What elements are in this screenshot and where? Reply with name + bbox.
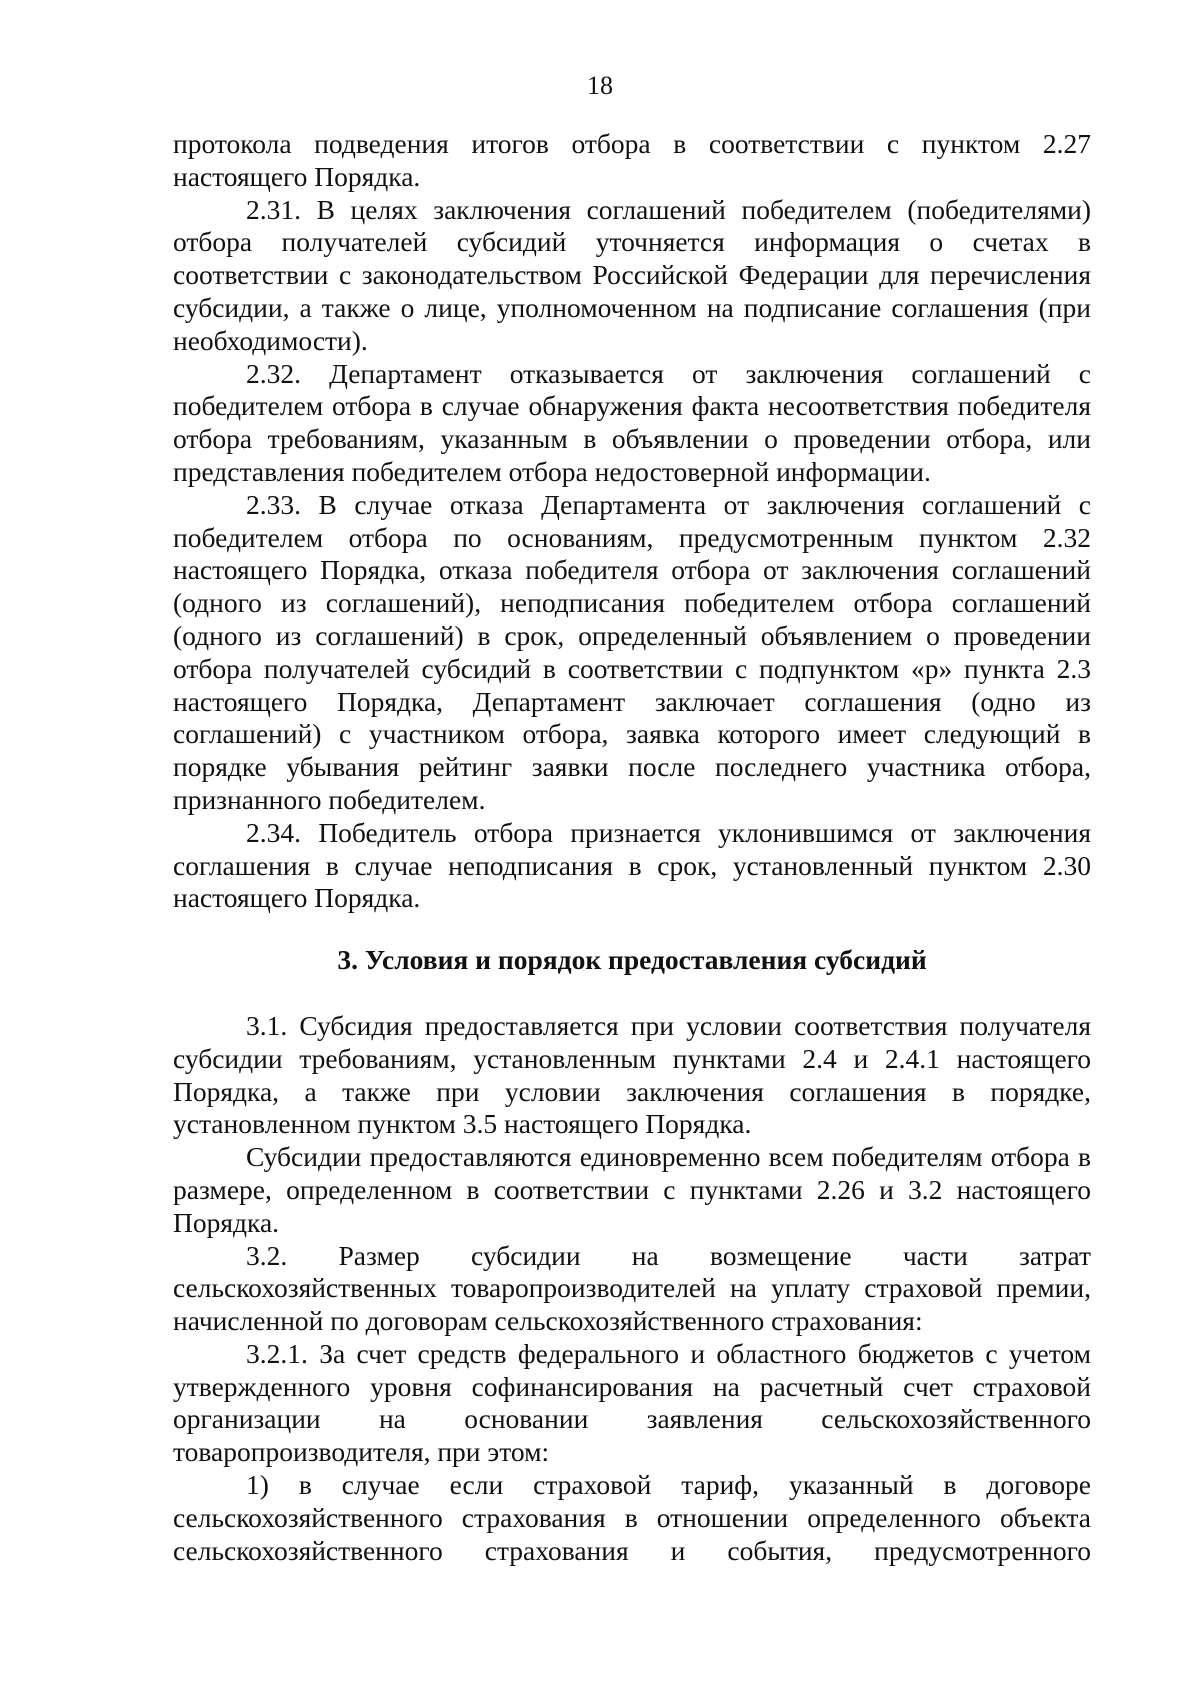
paragraphs-before-heading <box>173 128 1091 915</box>
page-number: 18 <box>587 71 613 100</box>
paragraph-3-2-1: 3.2.1. За счет средств федерального и областного бюджетов с учетом утвержденного уровня софинансирования на расчетный счет страховой организации на основании заявления сельскохозяйственного товаропроизводителя, при этом: <box>173 1337 1091 1468</box>
paragraph-3-1-second: Субсидии предоставляются единовременно всем победителям отбора в размере, определенном в соответствии с пунктами 2.26 и 3.2 настоящего Порядка. <box>173 1141 1091 1238</box>
paragraph-item-1: 1) в случае если страховой тариф, указанный в договоре сельскохозяйственного страхования в отношении определенного объекта сельскохозяйственного страхования и события, предусмотренного <box>173 1469 1091 1566</box>
paragraph-continuation: протокола подведения итогов отбора в соответствии с пунктом 2.27 настоящего Порядка. <box>173 128 1091 192</box>
paragraph-2-33: 2.33. В случае отказа Департамента от заключения соглашений с победителем отбора по основаниям, предусмотренным пунктом 2.32 настоящего Порядка, отказа победителя отбора от заключения соглашений (одного из соглашений), неподписания победителем отбора соглашений (одного из соглашений) в срок, определенный объявлением о проведении отбора получателей субсидий в соответствии с подпунктом «р» пункта 2.3 настоящего Порядка, Департамент заключает соглашения (одно из соглашений) с участником отбора, заявка которого имеет следующий в порядке убывания рейтинг заявки после последнего участника отбора, признанного победителем. <box>173 488 1091 815</box>
paragraph-3-1: 3.1. Субсидия предоставляется при условии соответствия получателя субсидии требованиям, установленным пунктами 2.4 и 2.4.1 настоящего Порядка, а также при условии заключения соглашения в порядке, установленном пунктом 3.5 настоящего Порядка. <box>173 1009 1091 1140</box>
paragraph-3-2: 3.2. Размер субсидии на возмещение части затрат сельскохозяйственных товаропроизводителей на уплату страховой премии, начисленной по договорам сельскохозяйственного страхования: <box>173 1239 1091 1337</box>
document-body <box>173 128 1091 1567</box>
paragraph-2-31: 2.31. В целях заключения соглашений победителем (победителями) отбора получателей субсидий уточняется информация о счетах в соответствии с законодательством Российской Федерации для перечисления субсидии, а также о лице, уполномоченном на подписание соглашения (при необходимости). <box>173 193 1091 356</box>
paragraph-2-34: 2.34. Победитель отбора признается уклонившимся от заключения соглашения в случае неподписания в срок, установленный пунктом 2.30 настоящего Порядка. <box>173 816 1091 914</box>
paragraphs-after-heading <box>173 1010 1091 1568</box>
paragraph-2-32: 2.32. Департамент отказывается от заключения соглашений с победителем отбора в случае обнаружения факта несоответствия победителя отбора требованиям, указанным в объявлении о проведении отбора, или представления победителем отбора недостоверной информации. <box>173 357 1091 487</box>
section-heading: 3. Условия и порядок предоставления субсидий <box>337 944 927 976</box>
